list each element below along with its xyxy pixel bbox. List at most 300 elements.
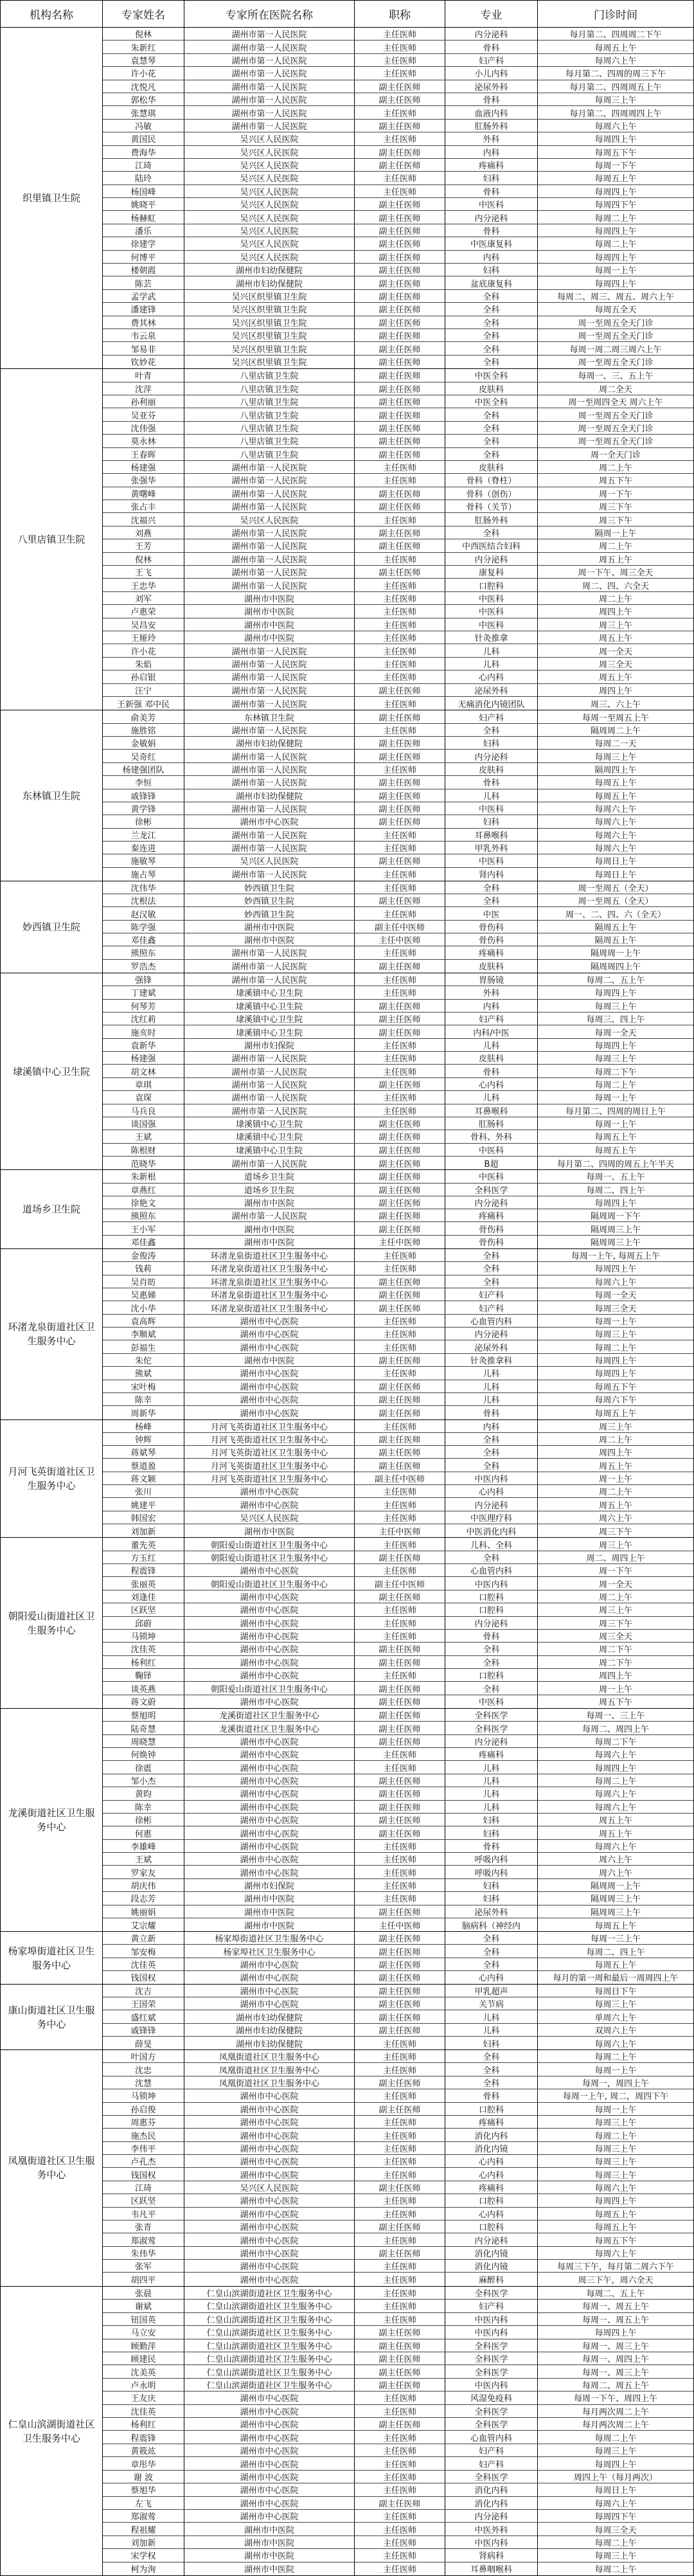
title-cell: 副主任医师 [355, 894, 445, 906]
clinic-time-cell: 每周四上午 [594, 187, 637, 197]
institution-group [1, 881, 693, 973]
specialty-cell: 内分泌科 [445, 2233, 538, 2246]
expert-name-cell: 李伟平 [103, 2142, 184, 2154]
title-cell: 副主任医师 [355, 2379, 445, 2391]
specialty-cell: 内科 [445, 251, 538, 263]
hospital-cell: 湖州市妇幼保健院 [184, 2010, 355, 2022]
title-cell: 主任医师 [355, 1603, 445, 1616]
institution-name: 环渚龙泉街道社区卫生服务中心 [1, 1249, 103, 1419]
expert-name-cell: 董先英 [103, 1538, 184, 1550]
expert-name-cell: 蒋斌琴 [103, 1446, 184, 1458]
hospital-cell: 吴兴区人民医院 [184, 198, 355, 210]
specialty-cell: B超 [445, 1157, 538, 1169]
clinic-time-cell: 每周二下午 [594, 1067, 637, 1077]
expert-name-cell: 刘加新 [103, 1524, 184, 1537]
clinic-time-cell: 周三、六上午 [590, 699, 641, 710]
title-cell: 主任医师 [355, 763, 445, 775]
clinic-time-cell: 每周六上午 [594, 2249, 637, 2259]
specialty-cell: 妇产科 [445, 2457, 538, 2469]
expert-name-cell: 沈慧 [103, 2076, 184, 2089]
table-row [103, 1288, 693, 1301]
title-cell: 主任医师 [355, 829, 445, 841]
table-row [103, 842, 693, 854]
table-row [103, 1078, 693, 1091]
title-cell: 副主任医师 [355, 1459, 445, 1471]
clinic-time-cell: 每周二一天 [594, 739, 637, 750]
specialty-cell: 全科 [445, 1945, 538, 1957]
table-row [103, 539, 693, 552]
clinic-time-cell: 周一下午 [598, 1567, 632, 1577]
specialty-cell: 皮肤科 [445, 461, 538, 473]
title-cell: 副主任医师 [355, 435, 445, 447]
title-cell: 主任医师 [355, 842, 445, 854]
expert-name-cell: 邹小杰 [103, 1774, 184, 1787]
table-row [103, 1065, 693, 1077]
hospital-cell: 湖州市中心医院 [184, 2418, 355, 2430]
table-row [103, 1918, 693, 1931]
hospital-cell: 月河飞英街道社区卫生服务中心 [184, 1472, 355, 1484]
clinic-time-cell: 每周三全天 [594, 2525, 637, 2535]
title-cell: 副主任医师 [355, 2010, 445, 2022]
hospital-cell: 湖州市中医院 [184, 2562, 355, 2575]
hospital-cell: 湖州市中心医院 [184, 1958, 355, 1970]
expert-name-cell: 沈伟华 [103, 881, 184, 894]
table-row [103, 2129, 693, 2141]
clinic-time-cell: 隔周周三上午 [590, 1895, 641, 1905]
expert-name-cell: 章燕红 [103, 1184, 184, 1196]
expert-name-cell: 陈幸 [103, 1393, 184, 1405]
title-cell: 副主任医师 [355, 1144, 445, 1156]
expert-name-cell: 许小花 [103, 644, 184, 656]
title-cell: 主任医师 [355, 2391, 445, 2404]
institution-name: 织里镇卫生院 [1, 28, 103, 368]
expert-name-cell: 陈根财 [103, 1144, 184, 1156]
table-row [103, 1853, 693, 1866]
clinic-time-cell: 每周一、周三上午 [582, 2341, 649, 2352]
expert-name-cell: 黄学锋 [103, 802, 184, 815]
institution-group [1, 1709, 693, 1932]
expert-name-cell: 徐艳文 [103, 1196, 184, 1209]
hospital-cell: 吴兴区人民医院 [184, 1511, 355, 1524]
clinic-time-cell: 每周五上午 [594, 1133, 637, 1143]
title-cell: 主任医师 [355, 2063, 445, 2075]
title-cell: 主任医师 [355, 185, 445, 197]
clinic-time-cell: 每周二上午 [594, 213, 637, 224]
table-row [103, 1945, 693, 1958]
hospital-cell: 八里店镇卫生院 [184, 395, 355, 408]
hospital-cell: 湖州市中心医院 [184, 1695, 355, 1708]
title-cell: 副主任医师 [355, 1814, 445, 1826]
table-row [103, 684, 693, 697]
title-cell: 主任医师 [355, 2116, 445, 2128]
table-row [103, 1787, 693, 1800]
hospital-cell: 环渚龙泉街道社区卫生服务中心 [184, 1249, 355, 1261]
expert-name-cell: 王友庆 [103, 2391, 184, 2404]
hospital-cell: 湖州市中心医院 [184, 1971, 355, 1984]
specialty-cell: 消化内镜 [445, 2142, 538, 2154]
expert-name-cell: 钦妙花 [103, 356, 184, 368]
hospital-cell: 湖州市中心医院 [184, 1656, 355, 1668]
hospital-cell: 湖州市妇幼保健院 [184, 737, 355, 749]
clinic-time-cell: 每周一全天 [594, 1028, 637, 1038]
clinic-time-cell: 每周二、周五上午 [582, 2381, 649, 2391]
clinic-time-cell: 每周二上午 [594, 240, 637, 250]
expert-name-cell: 范晓华 [103, 1157, 184, 1169]
expert-name-cell: 罗家友 [103, 1866, 184, 1878]
hospital-cell: 湖州市中心医院 [184, 1761, 355, 1773]
title-cell: 主任医师 [355, 2549, 445, 2561]
clinic-time-cell: 每周五下午 [594, 2236, 637, 2246]
clinic-time-cell: 每周四上午 [594, 1199, 637, 1209]
expert-name-cell: 费其林 [103, 316, 184, 329]
hospital-cell: 杨家埠社区卫生服务中心 [184, 1945, 355, 1957]
table-row [103, 2457, 693, 2470]
hospital-cell: 八里店镇卫生院 [184, 448, 355, 460]
hospital-cell: 湖州市第一人民医院 [184, 1078, 355, 1090]
title-cell: 主任医师 [355, 1761, 445, 1773]
title-cell: 副主任医师 [355, 120, 445, 132]
expert-name-cell: 沈小华 [103, 1301, 184, 1313]
expert-name-cell: 杨赫虹 [103, 211, 184, 223]
title-cell: 副主任医师 [355, 487, 445, 500]
hospital-cell: 仁皇山滨湖街道社区卫生服务中心 [184, 2326, 355, 2338]
specialty-cell: 全科 [445, 2076, 538, 2089]
title-cell: 主任医师 [355, 2168, 445, 2180]
specialty-cell: 呼吸内科 [445, 1853, 538, 1865]
specialty-cell: 口腔科 [445, 579, 538, 591]
specialty-cell: 骨伤科 [445, 921, 538, 933]
hospital-cell: 吴兴区人民医院 [184, 159, 355, 171]
table-row [103, 2431, 693, 2444]
hospital-cell: 道场乡卫生院 [184, 1184, 355, 1196]
clinic-time-cell: 每周三上午 [594, 752, 637, 762]
table-row [103, 1393, 693, 1406]
table-row [103, 697, 693, 710]
hospital-cell: 湖州市第一人民医院 [184, 973, 355, 986]
hospital-cell: 湖州市中心医院 [184, 2116, 355, 2128]
title-cell: 主任医师 [355, 1340, 445, 1353]
table-row [103, 237, 693, 250]
specialty-cell: 全科 [445, 422, 538, 434]
table-row [103, 369, 693, 382]
title-cell: 主任医师 [355, 2273, 445, 2285]
hospital-cell: 东林镇卫生院 [184, 710, 355, 723]
table-row [103, 1498, 693, 1511]
hospital-cell: 环渚龙泉街道社区卫生服务中心 [184, 1275, 355, 1288]
hospital-cell: 湖州市第一人民医院 [184, 93, 355, 105]
clinic-time-cell: 每周四上午 [594, 1041, 637, 1051]
hospital-cell: 湖州市中心医院 [184, 2405, 355, 2417]
title-cell: 主任医师 [355, 132, 445, 145]
title-cell: 主任医师 [355, 1538, 445, 1550]
hospital-cell: 湖州市第一人民医院 [184, 474, 355, 486]
specialty-cell: 小儿内科 [445, 67, 538, 79]
institution-group [1, 1420, 693, 1538]
clinic-time-cell: 每周五上午 [594, 1146, 637, 1156]
specialty-cell: 皮肤科 [445, 960, 538, 973]
expert-name-cell: 王芳 [103, 539, 184, 552]
hospital-cell: 湖州市第一人民医院 [184, 487, 355, 500]
specialty-cell: 中医科 [445, 605, 538, 617]
title-cell: 副主任医师 [355, 422, 445, 434]
expert-name-cell: 楼朝霞 [103, 264, 184, 276]
table-row [103, 737, 693, 750]
specialty-cell: 关节病 [445, 1997, 538, 2010]
clinic-time-cell: 每周一、三、五上午 [578, 372, 654, 382]
expert-name-cell: 谈国强 [103, 1117, 184, 1130]
hospital-cell: 吴兴区织里镇卫生院 [184, 290, 355, 302]
specialty-cell: 甲乳外科 [445, 842, 538, 854]
title-cell: 副主任医师 [355, 1301, 445, 1313]
specialty-cell: 口腔科 [445, 1603, 538, 1616]
table-row [103, 1104, 693, 1117]
table-row [103, 1236, 693, 1248]
table-row [103, 1013, 693, 1025]
expert-name-cell: 蒋文蔚 [103, 1695, 184, 1708]
clinic-time-cell: 周三下午 [598, 503, 632, 513]
hospital-cell: 湖州市第一人民医院 [184, 644, 355, 656]
specialty-cell: 全科 [445, 1446, 538, 1458]
expert-name-cell: 黄昀 [103, 1787, 184, 1799]
hospital-cell: 朝阳爱山街道社区卫生服务中心 [184, 1577, 355, 1589]
title-cell: 主任医师 [355, 618, 445, 631]
table-header [1, 1, 693, 28]
specialty-cell: 中医内科 [445, 2313, 538, 2325]
hospital-cell: 仁皇山滨湖街道社区卫生服务中心 [184, 2339, 355, 2352]
clinic-time-cell: 每月两次周二上午 [582, 2407, 649, 2417]
title-cell: 副主任医师 [355, 1722, 445, 1734]
clinic-time-cell: 隔周周三上午 [590, 1238, 641, 1248]
table-row [103, 724, 693, 737]
clinic-time-cell: 每周三下午，每月第二周六下午 [556, 2262, 674, 2273]
clinic-time-cell: 周三上午 [598, 620, 632, 631]
header-org: 机构名称 [1, 1, 103, 27]
clinic-time-cell: 每周三上午 [594, 2144, 637, 2154]
table-row [103, 1524, 693, 1537]
specialty-cell: 妇科 [445, 815, 538, 827]
expert-name-cell: 吴惠娣 [103, 1288, 184, 1301]
table-row [103, 973, 693, 986]
table-row [103, 2260, 693, 2273]
expert-name-cell: 段志芳 [103, 1892, 184, 1904]
hospital-cell: 湖州市第一人民医院 [184, 1091, 355, 1103]
clinic-time-cell: 周一至周五全天门诊 [578, 437, 654, 447]
clinic-time-cell: 周六上午 [598, 1868, 632, 1878]
expert-name-cell: 秦连进 [103, 842, 184, 854]
hospital-cell: 湖州市中心医院 [184, 1735, 355, 1747]
clinic-time-cell: 周一上午 [598, 1474, 632, 1484]
hospital-cell: 湖州市第一人民医院 [184, 1209, 355, 1221]
expert-name-cell: 沈佳英 [103, 2405, 184, 2417]
institution-name: 八里店镇卫生院 [1, 369, 103, 710]
specialty-cell: 儿科 [445, 2010, 538, 2022]
specialty-cell: 全科 [445, 1958, 538, 1970]
table-row [103, 1052, 693, 1065]
hospital-cell: 湖州市第一人民医院 [184, 658, 355, 670]
title-cell: 副主任医师 [355, 2076, 445, 2089]
hospital-cell: 湖州市中心医院 [184, 1328, 355, 1340]
hospital-cell: 湖州市第一人民医院 [184, 67, 355, 79]
institution-group [1, 1932, 693, 1985]
clinic-time-cell: 周三上午 [598, 1540, 632, 1551]
specialty-cell: 心内科 [445, 1078, 538, 1090]
clinic-time-cell: 周二下午 [598, 1645, 632, 1655]
specialty-cell: 骨科 [445, 93, 538, 105]
hospital-cell: 湖州市中心医院 [184, 2273, 355, 2285]
title-cell: 副主任医师 [355, 2220, 445, 2233]
table-row [103, 1091, 693, 1104]
title-cell: 主任医师 [355, 553, 445, 565]
hospital-cell: 湖州市中医院 [184, 2549, 355, 2561]
table-row [103, 1275, 693, 1288]
clinic-time-cell: 周二、四、六全天 [582, 581, 649, 591]
title-cell: 副主任医师 [355, 1117, 445, 1130]
table-row [103, 1709, 693, 1722]
clinic-time-cell: 周六上午 [598, 1513, 632, 1524]
title-cell: 副主任医师 [355, 1130, 445, 1142]
table-row [103, 1801, 693, 1814]
table-row [103, 2220, 693, 2233]
institution-group [1, 28, 693, 369]
title-cell: 主任医师 [355, 2562, 445, 2575]
clinic-time-cell: 周四上午 [598, 1448, 632, 1459]
title-cell: 主任医师 [355, 1498, 445, 1510]
specialty-cell: 妇科 [445, 1879, 538, 1891]
clinic-time-cell: 每周四上午 [594, 1265, 637, 1275]
expert-name-cell: 王斌 [103, 1130, 184, 1142]
specialty-cell: 全科 [445, 303, 538, 315]
specialty-cell: 内分泌科 [445, 2510, 538, 2522]
title-cell: 主任医师 [355, 2483, 445, 2496]
clinic-time-cell: 周一全天 [598, 1580, 632, 1590]
specialty-cell: 康复科 [445, 566, 538, 578]
expert-name-cell: 马立安 [103, 2326, 184, 2338]
table-row [103, 1774, 693, 1787]
specialty-cell: 骨科 [445, 41, 538, 53]
expert-name-cell: 卢孔杰 [103, 2155, 184, 2167]
specialty-cell: 中医理疗科 [445, 1511, 538, 1524]
table-row [103, 2287, 693, 2300]
header-hospital: 专家所在医院名称 [184, 1, 355, 27]
clinic-time-cell: 每周五下午 [594, 148, 637, 158]
table-row [103, 1222, 693, 1235]
specialty-cell: 内分泌科 [445, 1498, 538, 1510]
table-row [103, 2444, 693, 2457]
clinic-time-cell: 每周五上午 [594, 2223, 637, 2233]
expert-name-cell: 冯敏 [103, 120, 184, 132]
specialty-cell: 妇产科 [445, 1301, 538, 1313]
clinic-time-cell: 每周二、周四上午 [582, 1724, 649, 1734]
table-row [103, 2536, 693, 2549]
hospital-cell: 湖州市中心医院 [184, 1826, 355, 1839]
clinic-time-cell: 每周五全天 [594, 305, 637, 316]
title-cell: 主任医师 [355, 1866, 445, 1878]
hospital-cell: 吴兴区织里镇卫生院 [184, 316, 355, 329]
title-cell: 副主任医师 [355, 1997, 445, 2010]
specialty-cell: 疼痛科 [445, 1748, 538, 1760]
hospital-cell: 杨家埠街道社区卫生服务中心 [184, 1932, 355, 1944]
title-cell: 副主任医师 [355, 80, 445, 93]
table-row [103, 198, 693, 211]
table-row [103, 1656, 693, 1669]
hospital-cell: 环渚龙泉街道社区卫生服务中心 [184, 1301, 355, 1313]
clinic-time-cell: 单周六上午 [594, 2013, 637, 2023]
specialty-cell: 心内科 [445, 2168, 538, 2180]
clinic-time-cell: 周一全天门诊 [590, 450, 641, 460]
clinic-time-cell: 周一至周五（全天） [578, 897, 654, 907]
clinic-time-cell: 每周六上午 [594, 818, 637, 828]
clinic-time-cell: 周一、二、四、六（全天） [565, 910, 666, 920]
specialty-cell: 疼痛科 [445, 159, 538, 171]
specialty-cell: 心血管内科 [445, 2431, 538, 2443]
hospital-cell: 湖州市中医院 [184, 605, 355, 617]
title-cell: 主任医师 [355, 461, 445, 473]
specialty-cell: 中医消化内科 [445, 1524, 538, 1537]
specialty-cell: 全科 [445, 435, 538, 447]
table-row [103, 1905, 693, 1918]
expert-name-cell: 熊照东 [103, 1209, 184, 1221]
table-row [103, 631, 693, 644]
specialty-cell: 妇科 [445, 172, 538, 184]
title-cell: 副主任医师 [355, 1222, 445, 1234]
institution-name: 道场乡卫生院 [1, 1170, 103, 1248]
table-row [103, 2024, 693, 2037]
table-row [103, 211, 693, 224]
clinic-time-cell: 每周一上午 [594, 1120, 637, 1130]
title-cell: 主任中医师 [355, 1918, 445, 1931]
expert-name-cell: 袁新华 [103, 1039, 184, 1051]
institution-group [1, 710, 693, 881]
institution-group [1, 2050, 693, 2287]
specialty-cell: 全科 [445, 1682, 538, 1694]
title-cell: 副主任医师 [355, 776, 445, 788]
clinic-time-cell: 周五上午 [598, 673, 632, 683]
expert-name-cell: 张晨 [103, 2287, 184, 2299]
hospital-cell: 朝阳爱山街道社区卫生服务中心 [184, 1551, 355, 1563]
hospital-cell: 湖州市第一人民医院 [184, 41, 355, 53]
title-cell: 主任医师 [355, 1630, 445, 1642]
specialty-cell: 妇科 [445, 1892, 538, 1904]
header-title: 职称 [355, 1, 445, 27]
clinic-time-cell: 每周日下午 [594, 1987, 637, 1997]
specialty-cell: 全科 [445, 316, 538, 329]
hospital-cell: 湖州市第一人民医院 [184, 500, 355, 512]
expert-name-cell: 左飞 [103, 2497, 184, 2509]
title-cell: 主任医师 [355, 907, 445, 919]
hospital-cell: 吴兴区织里镇卫生院 [184, 303, 355, 315]
clinic-time-cell: 每周二、周三、周五、周六上午 [556, 293, 674, 302]
expert-name-cell: 王斌 [103, 1853, 184, 1865]
specialty-cell: 内分泌科 [445, 1328, 538, 1340]
title-cell: 副主任医师 [355, 383, 445, 395]
hospital-cell: 湖州市中心医院 [184, 1669, 355, 1681]
clinic-time-cell: 周三下午，周六全天 [578, 2276, 654, 2286]
table-row [103, 1209, 693, 1222]
institution-name: 月河飞英街道社区卫生服务中心 [1, 1420, 103, 1538]
clinic-time-cell: 周二上午 [598, 1592, 632, 1603]
clinic-time-cell: 每月第二、四周的周三下午 [565, 69, 666, 80]
hospital-cell: 湖州市中心医院 [184, 1603, 355, 1616]
hospital-cell: 湖州市第一人民医院 [184, 829, 355, 841]
expert-name-cell: 沈悦凡 [103, 80, 184, 93]
expert-name-cell: 陈幸 [103, 1801, 184, 1813]
clinic-time-cell: 每周二上午 [594, 2053, 637, 2063]
hospital-cell: 湖州市妇幼保健院 [184, 2037, 355, 2049]
hospital-cell: 湖州市中心医院 [184, 1617, 355, 1629]
title-cell: 主任医师 [355, 2129, 445, 2141]
clinic-time-cell: 周三上午 [598, 1422, 632, 1432]
specialty-cell: 儿科 [445, 1380, 538, 1392]
